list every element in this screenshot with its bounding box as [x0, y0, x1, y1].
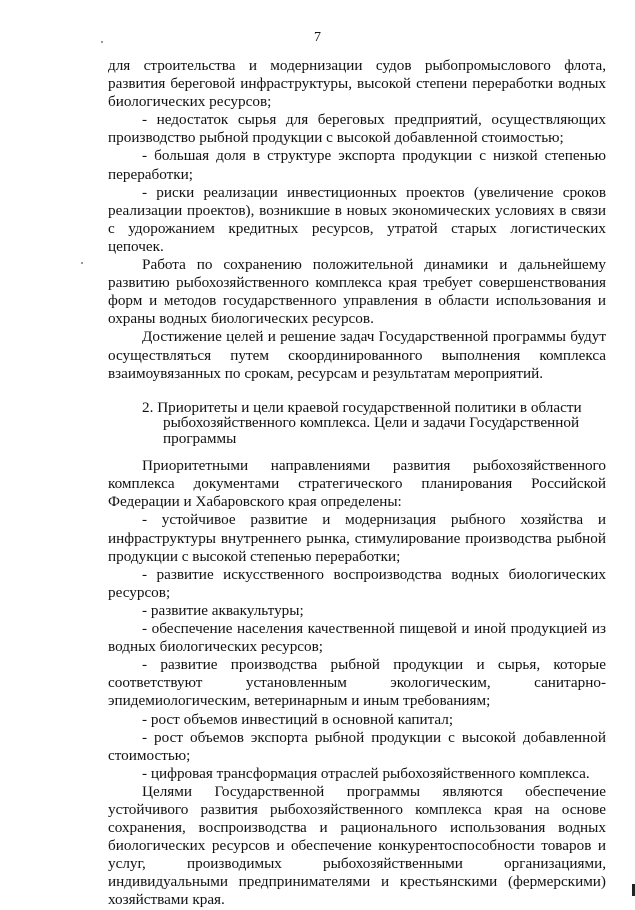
list-item: - развитие искусственного воспроизводства водных биологических ресурсов; [108, 565, 606, 601]
page-number: 7 [314, 30, 321, 45]
priorities-intro: Приоритетными направлениями развития рыбохозяйственного комплекса документами стратегического планирования Российской Федерации и Хабаровского края определены: [108, 457, 606, 511]
list-item: - обеспечение населения качественной пищевой и иной продукцией из водных биологических ресурсов; [108, 620, 606, 656]
paragraph-goals: Достижение целей и решение задач Государственной программы будут осуществляться путем скоординированного выполнения комплекса взаимоувязанных по срокам, ресурсам и результатам мероприятий. [108, 328, 606, 382]
list-item: - развитие аквакультуры; [142, 601, 304, 619]
list-item: - большая доля в структуре экспорта продукции с низкой степенью переработки; [108, 147, 606, 183]
scan-speck [81, 262, 83, 264]
section-heading-line: Приоритеты и цели краевой государственной политики в области [157, 398, 582, 416]
section-heading-line: программы [163, 429, 237, 447]
scan-speck [101, 41, 103, 43]
section-heading [108, 400, 606, 447]
list-item: - рост объемов инвестиций в основной капитал; [142, 710, 454, 728]
list-item: - развитие производства рыбной продукции и сырья, которые соответствуют установленным экологическим, санитарно-эпидемиологическим, ветеринарным и иным требованиям; [108, 656, 606, 710]
list-item: - цифровая трансформация отраслей рыбохозяйственного комплекса. [142, 764, 590, 782]
document-body [108, 57, 606, 910]
section-heading-line: рыбохозяйственного комплекса. Цели и задачи Государственной [163, 414, 580, 432]
paragraph-work: Работа по сохранению положительной динамики и дальнейшему развитию рыбохозяйственного комплекса края требует совершенствования форм и методов государственного управления в области использования и охраны водных биологических ресурсов. [108, 256, 606, 328]
list-item: - устойчивое развитие и модернизация рыбного хозяйства и инфраструктуры внутреннего рынка, стимулирование производства рыбной продукции с высокой степенью переработки; [108, 511, 606, 565]
section-number: 2. [142, 398, 154, 416]
goals-paragraph: Целями Государственной программы являются обеспечение устойчивого развития рыбохозяйственного комплекса края на основе сохранения, воспроизводства и рационального использования водных биологических ресурсов и обеспечение конкурентоспособности товаров и услуг, производимых рыбохозяйственными организациями, индивидуальными предпринимателями и крестьянскими (фермерскими) хозяйствами края. [108, 782, 606, 909]
list-item: - недостаток сырья для береговых предприятий, осуществляющих производство рыбной продукции с высокой добавленной стоимостью; [108, 111, 606, 147]
list-item: - риски реализации инвестиционных проектов (увеличение сроков реализации проектов), возникшие в новых экономических условиях в связи с удорожанием кредитных ресурсов, утратой старых логистических цепочек. [108, 183, 606, 255]
list-item: - рост объемов экспорта рыбной продукции с высокой добавленной стоимостью; [108, 728, 606, 764]
lead-text: для строительства и модернизации судов рыбопромыслового флота, развития береговой инфраструктуры, высокой степени переработки водных биологических ресурсов; [108, 57, 606, 111]
